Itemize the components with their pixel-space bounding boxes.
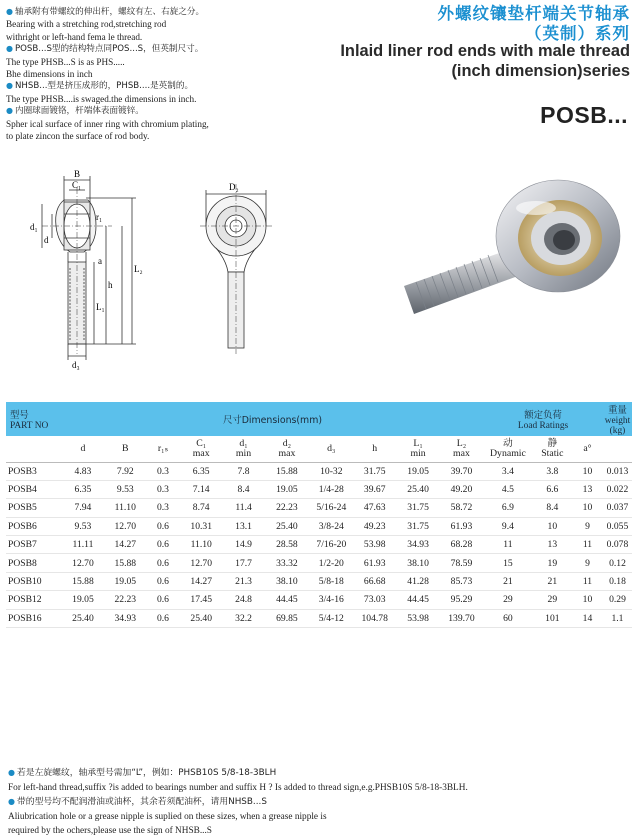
label-d3: d₃ xyxy=(72,360,80,370)
table-cell: 49.20 xyxy=(440,480,483,498)
table-body xyxy=(6,462,632,628)
table-row xyxy=(6,572,632,590)
intro-line: The type PHSB....is swaged.the dimensions in inch. xyxy=(6,93,197,104)
intro-line: ● 内圈球面镀铬，杆端体表面镀锌。 xyxy=(6,105,306,117)
table-cell: 1/4-28 xyxy=(310,480,353,498)
product-photo xyxy=(396,168,632,328)
table-cell: 24.8 xyxy=(223,591,264,609)
table-cell: 0.3 xyxy=(146,499,179,517)
table-cell: 4.5 xyxy=(483,480,533,498)
label-c1: C₁ xyxy=(72,180,82,190)
table-cell: 0.055 xyxy=(603,517,632,535)
table-cell: 0.6 xyxy=(146,572,179,590)
column-header-symbol: d₂ xyxy=(282,437,292,449)
header-part-no xyxy=(6,402,62,436)
column-header xyxy=(104,436,146,462)
table-cell: 31.75 xyxy=(396,517,439,535)
column-header xyxy=(310,436,353,462)
table-cell: 25.40 xyxy=(264,517,309,535)
table-cell: 7.94 xyxy=(62,499,104,517)
intro-line: The type PHSB...S is as PHS..... xyxy=(6,56,125,67)
part-number-cell: POSB12 xyxy=(6,591,62,609)
table-cell: 10.31 xyxy=(180,517,223,535)
table-cell: 61.93 xyxy=(353,554,396,572)
table-cell: 11.11 xyxy=(62,536,104,554)
table-cell: 5/4-12 xyxy=(310,609,353,627)
table-cell: 38.10 xyxy=(264,572,309,590)
table-cell: 21 xyxy=(483,572,533,590)
table-cell: 8.74 xyxy=(180,499,223,517)
table-cell: 15.88 xyxy=(62,572,104,590)
column-header-symbol: d₁ xyxy=(239,437,248,449)
table-cell: 60 xyxy=(483,609,533,627)
table-cell: 6.35 xyxy=(180,462,223,480)
column-header-symbol: d xyxy=(80,442,86,454)
intro-line: Spher ical surface of inner ring with chromium plating, xyxy=(6,118,209,129)
table-cell: 25.40 xyxy=(180,609,223,627)
table-cell: 11.10 xyxy=(180,536,223,554)
table-cell: 9 xyxy=(572,517,603,535)
column-header-qualifier: max xyxy=(453,447,470,459)
table-cell: 44.45 xyxy=(396,591,439,609)
table-cell: 31.75 xyxy=(353,462,396,480)
table-row xyxy=(6,480,632,498)
label-l1: L₁ xyxy=(96,302,105,312)
column-header xyxy=(180,436,223,462)
note-line: required by the ochers,please use the sign of NHSB...S xyxy=(8,826,212,837)
table-cell: 73.03 xyxy=(353,591,396,609)
table-cell: 49.23 xyxy=(353,517,396,535)
table-cell: 11 xyxy=(483,536,533,554)
header-load-zh: 额定负荷 xyxy=(524,410,562,421)
table-cell: 139.70 xyxy=(440,609,483,627)
note-line: Aliubrication hole or a grease nipple is suplied on these sizes, when a grease nipple is xyxy=(8,811,327,822)
table-cell: 6.9 xyxy=(483,499,533,517)
table-cell: 12.70 xyxy=(180,554,223,572)
title-en-line2: (inch dimension)series xyxy=(451,61,630,80)
column-header xyxy=(483,436,533,462)
label-h: h xyxy=(108,280,113,290)
table-cell: 11 xyxy=(572,572,603,590)
table-cell: 0.3 xyxy=(146,462,179,480)
table-cell: 8.4 xyxy=(223,480,264,498)
table-cell: 7.14 xyxy=(180,480,223,498)
part-number-cell: POSB10 xyxy=(6,572,62,590)
title-zh-line1: 外螺纹镶垫杆端关节轴承 xyxy=(437,4,630,23)
table-cell: 0.18 xyxy=(603,572,632,590)
part-number-cell: POSB4 xyxy=(6,480,62,498)
table-cell: 9.53 xyxy=(104,480,146,498)
table-cell: 38.10 xyxy=(396,554,439,572)
table-cell: 11.4 xyxy=(223,499,264,517)
table-cell: 13.1 xyxy=(223,517,264,535)
column-header xyxy=(533,436,572,462)
header-weight-unit: (kg) xyxy=(609,426,626,436)
table-cell: 66.68 xyxy=(353,572,396,590)
table-cell: 85.73 xyxy=(440,572,483,590)
table-row xyxy=(6,517,632,535)
column-header xyxy=(396,436,439,462)
title-en-line1: Inlaid liner rod ends with male thread xyxy=(340,42,630,60)
table-cell: 0.6 xyxy=(146,554,179,572)
column-header-symbol: 静 xyxy=(547,437,558,449)
column-header-symbol: r₁ₛ xyxy=(157,442,169,454)
table-cell: 22.23 xyxy=(104,591,146,609)
table-cell: 53.98 xyxy=(396,609,439,627)
table-cell: 14 xyxy=(572,609,603,627)
table-cell: 19.05 xyxy=(104,572,146,590)
table-cell: 12.70 xyxy=(104,517,146,535)
header-part-zh: 型号 xyxy=(10,410,29,421)
table-cell: 19.05 xyxy=(396,462,439,480)
table-cell: 8.4 xyxy=(533,499,572,517)
header-blank xyxy=(6,436,62,462)
header-load-ratings xyxy=(483,402,603,436)
part-number-cell: POSB16 xyxy=(6,609,62,627)
table-cell: 58.72 xyxy=(440,499,483,517)
column-header-qualifier: Dynamic xyxy=(489,447,526,459)
table-cell: 68.28 xyxy=(440,536,483,554)
table-cell: 29 xyxy=(483,591,533,609)
table-cell: 10 xyxy=(572,462,603,480)
column-header-qualifier: min xyxy=(235,447,252,459)
table-cell: 25.40 xyxy=(62,609,104,627)
table-row xyxy=(6,609,632,627)
table-cell: 1/2-20 xyxy=(310,554,353,572)
part-number-cell: POSB8 xyxy=(6,554,62,572)
column-header-qualifier: max xyxy=(192,447,210,459)
table-cell: 47.63 xyxy=(353,499,396,517)
column-header xyxy=(223,436,264,462)
table-cell: 95.29 xyxy=(440,591,483,609)
model-series: POSB... xyxy=(540,102,628,128)
table-cell: 78.59 xyxy=(440,554,483,572)
table-cell: 10-32 xyxy=(310,462,353,480)
table-cell: 53.98 xyxy=(353,536,396,554)
note-line: For left-hand thread,suffix ?is added to bearings number and suffix H ? Is added to thread sign,e.g.PHSB10S 5/8-18-3BLH. xyxy=(8,782,468,793)
column-header-symbol: h xyxy=(372,442,378,454)
table-cell: 19.05 xyxy=(264,480,309,498)
intro-line: Bhe dimensions in inch xyxy=(6,69,93,80)
table-cell: 4.83 xyxy=(62,462,104,480)
intro-text xyxy=(6,6,306,142)
intro-line: ● 轴承附有带螺纹的伸出杆，螺纹有左、右旋之分。 xyxy=(6,6,306,18)
table-cell: 3/8-24 xyxy=(310,517,353,535)
note-line: ● 若是左旋螺纹，轴承型号需加“L”，例如：PHSB10S 5/8-18-3BLH xyxy=(8,766,628,781)
table-cell: 104.78 xyxy=(353,609,396,627)
intro-line: to plate zincon the surface of rod body. xyxy=(6,131,150,142)
table-cell: 19.05 xyxy=(62,591,104,609)
table-cell: 28.58 xyxy=(264,536,309,554)
label-a: a xyxy=(98,256,102,266)
table-cell: 0.6 xyxy=(146,536,179,554)
column-header xyxy=(440,436,483,462)
column-header-symbol: a° xyxy=(583,442,592,454)
table-cell: 3/4-16 xyxy=(310,591,353,609)
table-cell: 15.88 xyxy=(264,462,309,480)
label-l2: L₂ xyxy=(134,264,143,274)
column-header-symbol: L₁ xyxy=(413,437,423,449)
column-header-qualifier: Static xyxy=(541,447,564,459)
title-zh-line2: （英制）系列 xyxy=(525,24,630,43)
header-weight-zh: 重量 xyxy=(608,405,627,416)
table-cell: 0.12 xyxy=(603,554,632,572)
table-cell: 0.3 xyxy=(146,480,179,498)
threaded-shank xyxy=(404,250,518,314)
table-cell: 44.45 xyxy=(264,591,309,609)
table-cell: 25.40 xyxy=(396,480,439,498)
table-cell: 10 xyxy=(533,517,572,535)
spec-table xyxy=(6,402,632,628)
column-header-weight xyxy=(603,436,632,462)
table-cell: 14.9 xyxy=(223,536,264,554)
table-cell: 69.85 xyxy=(264,609,309,627)
table-cell: 0.022 xyxy=(603,480,632,498)
table-cell: 41.28 xyxy=(396,572,439,590)
table-header-top xyxy=(6,402,632,436)
table-cell: 0.6 xyxy=(146,517,179,535)
table-cell: 0.6 xyxy=(146,591,179,609)
table-cell: 11 xyxy=(572,536,603,554)
column-header-symbol: 动 xyxy=(503,437,513,449)
header-dimensions xyxy=(62,402,483,436)
table-row xyxy=(6,554,632,572)
table-row xyxy=(6,499,632,517)
table-cell: 29 xyxy=(533,591,572,609)
table-cell: 14.27 xyxy=(180,572,223,590)
label-r1: r₁ xyxy=(96,212,103,222)
column-header xyxy=(353,436,396,462)
header-part-en: PART NO xyxy=(10,421,49,431)
column-header xyxy=(264,436,309,462)
table-cell: 9 xyxy=(572,554,603,572)
label-b: B xyxy=(74,169,81,179)
column-header-symbol: d₃ xyxy=(327,442,336,454)
header-weight-en: weight xyxy=(604,416,631,426)
table-cell: 22.23 xyxy=(264,499,309,517)
table-cell: 9.53 xyxy=(62,517,104,535)
notes xyxy=(8,766,628,839)
column-header-symbol: L₂ xyxy=(456,437,467,449)
part-number-cell: POSB5 xyxy=(6,499,62,517)
column-header-qualifier: min xyxy=(410,447,426,459)
table-cell: 17.7 xyxy=(223,554,264,572)
table-cell: 17.45 xyxy=(180,591,223,609)
table-cell: 3.8 xyxy=(533,462,572,480)
table-cell: 0.078 xyxy=(603,536,632,554)
table-cell: 21.3 xyxy=(223,572,264,590)
table-cell: 34.93 xyxy=(396,536,439,554)
intro-line: withright or left-hand fema le thread. xyxy=(6,31,143,42)
rod-end-head xyxy=(496,180,620,292)
table-cell: 7/16-20 xyxy=(310,536,353,554)
column-header-symbol: C₁ xyxy=(196,437,207,449)
header-weight xyxy=(603,402,632,436)
table-row xyxy=(6,536,632,554)
part-number-cell: POSB7 xyxy=(6,536,62,554)
table-cell: 0.013 xyxy=(603,462,632,480)
intro-line: ● POSB...S型的结构特点同POS...S，但英制尺寸。 xyxy=(6,43,306,55)
label-d1: d₁ xyxy=(30,222,38,232)
table-cell: 10 xyxy=(572,499,603,517)
table-cell: 34.93 xyxy=(104,609,146,627)
table-cell: 6.6 xyxy=(533,480,572,498)
table-cell: 1.1 xyxy=(603,609,632,627)
title-chinese xyxy=(438,4,631,44)
table-cell: 15.88 xyxy=(104,554,146,572)
header-load-en: Load Ratings xyxy=(517,421,569,431)
column-header xyxy=(62,436,104,462)
table-row xyxy=(6,591,632,609)
table-cell: 9.4 xyxy=(483,517,533,535)
table-cell: 0.6 xyxy=(146,609,179,627)
table-cell: 39.67 xyxy=(353,480,396,498)
column-header xyxy=(146,436,179,462)
table-cell: 10 xyxy=(572,591,603,609)
table-cell: 5/16-24 xyxy=(310,499,353,517)
table-header-sub xyxy=(6,436,632,462)
column-header xyxy=(572,436,603,462)
table-cell: 13 xyxy=(533,536,572,554)
table-row xyxy=(6,462,632,480)
title-english xyxy=(340,42,630,81)
table-cell: 3.4 xyxy=(483,462,533,480)
table-cell: 6.35 xyxy=(62,480,104,498)
table-cell: 7.8 xyxy=(223,462,264,480)
table-cell: 0.037 xyxy=(603,499,632,517)
column-header-symbol: B xyxy=(122,442,129,454)
table-cell: 7.92 xyxy=(104,462,146,480)
label-d: d xyxy=(44,235,49,245)
table-cell: 32.2 xyxy=(223,609,264,627)
table-cell: 0.29 xyxy=(603,591,632,609)
table-cell: 13 xyxy=(572,480,603,498)
table-cell: 14.27 xyxy=(104,536,146,554)
intro-line: Bearing with a stretching rod,stretching rod xyxy=(6,19,167,30)
table-cell: 11.10 xyxy=(104,499,146,517)
part-number-cell: POSB3 xyxy=(6,462,62,480)
label-d2: D₂ xyxy=(229,182,239,192)
table-cell: 33.32 xyxy=(264,554,309,572)
table-cell: 39.70 xyxy=(440,462,483,480)
table-cell: 31.75 xyxy=(396,499,439,517)
part-number-cell: POSB6 xyxy=(6,517,62,535)
table-cell: 61.93 xyxy=(440,517,483,535)
table-cell: 15 xyxy=(483,554,533,572)
table-cell: 21 xyxy=(533,572,572,590)
column-header-qualifier: max xyxy=(278,447,296,459)
table-cell: 12.70 xyxy=(62,554,104,572)
table-cell: 5/8-18 xyxy=(310,572,353,590)
note-line: ● 带的型号均不配润滑油或油杯，其余若须配油杯，请用NHSB...S xyxy=(8,795,628,810)
technical-drawing xyxy=(14,168,314,380)
table-cell: 19 xyxy=(533,554,572,572)
table-cell: 101 xyxy=(533,609,572,627)
header-dimensions-label: 尺寸Dimensions(mm) xyxy=(222,415,322,426)
intro-line: ● NHSB...型是挤压成形的，PHSB....是英制的。 xyxy=(6,80,306,92)
